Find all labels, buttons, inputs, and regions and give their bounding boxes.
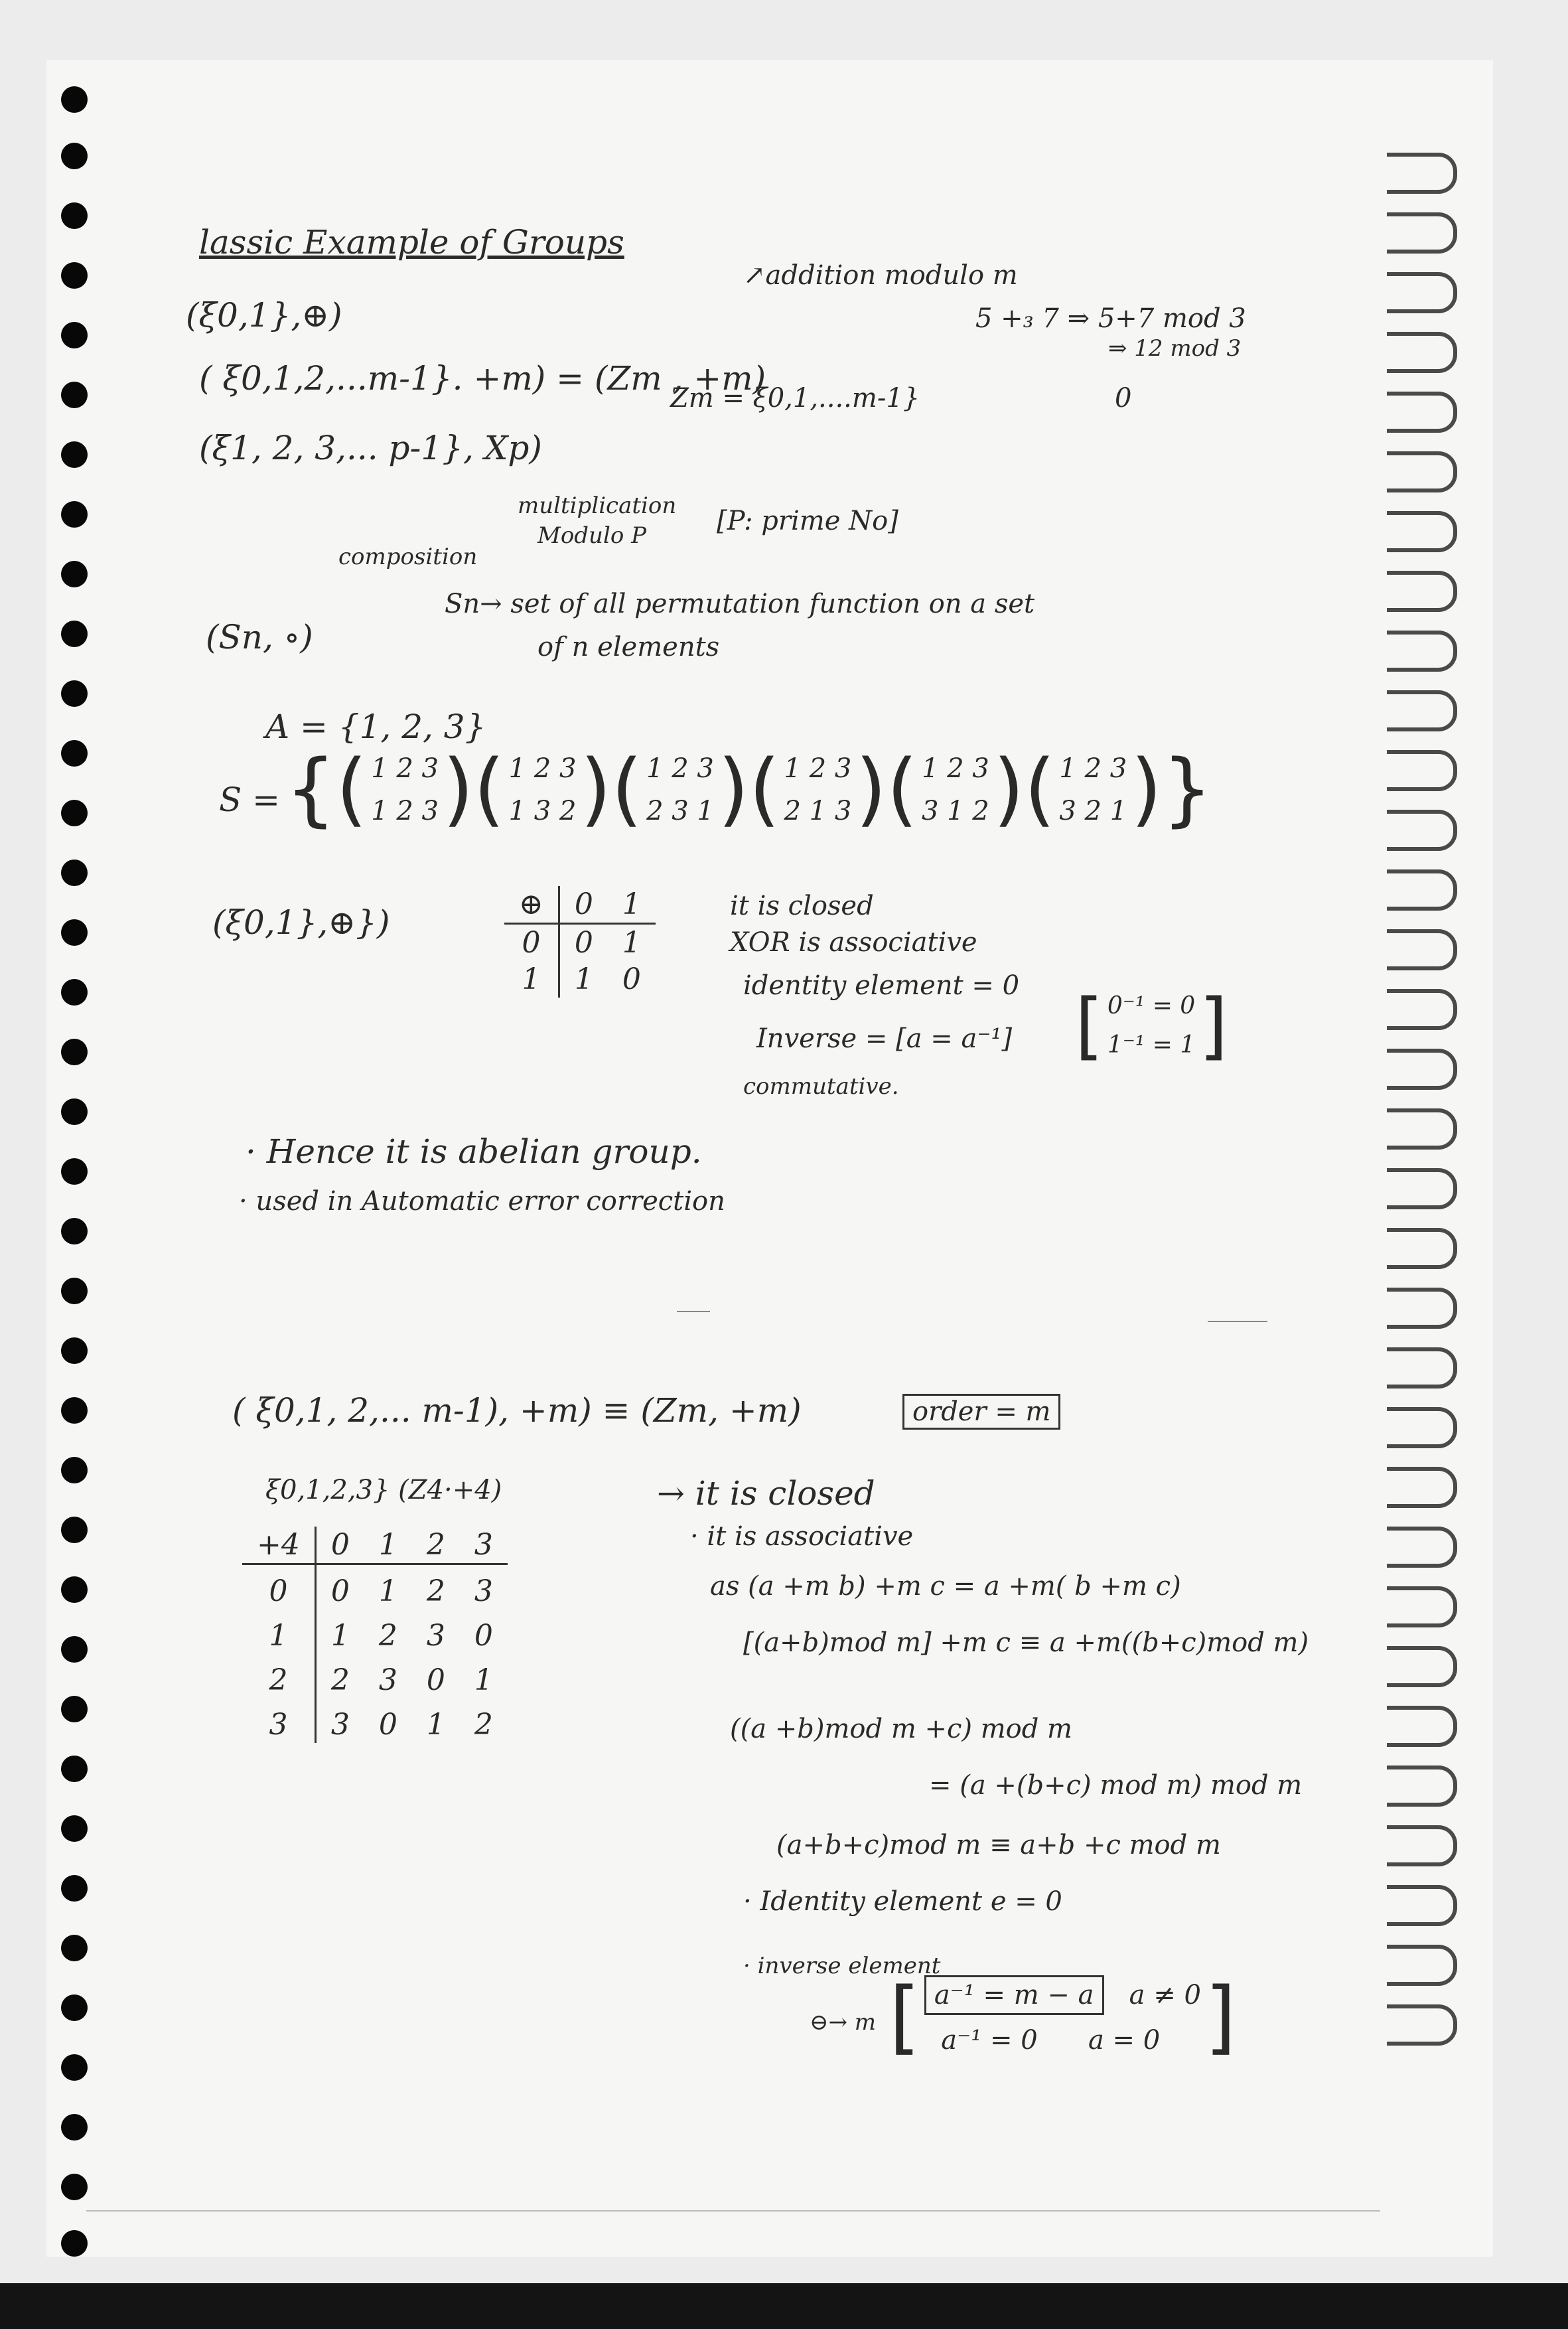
side-calc-1: 5 +₃ 7 ⇒ 5+7 mod 3 xyxy=(975,303,1246,334)
xor-inverse-matrix: [ 0⁻¹ = 0 1⁻¹ = 1 ] xyxy=(1075,983,1228,1068)
order-box: order = m xyxy=(902,1394,1060,1430)
z4-prop-associative: · it is associative xyxy=(690,1521,914,1552)
permutation-2: 1 2 3 1 3 2 xyxy=(508,753,577,826)
xor-prop-closed: it is closed xyxy=(730,891,874,921)
z4-cayley-table: +4 0 1 2 3 0 0 1 2 3 1 1 2 3 0 2 2 3 0 1 3 3 0 1 2 xyxy=(242,1527,508,1743)
conclusion-error-correction: · used in Automatic error correction xyxy=(239,1186,725,1217)
xor-prop-commutative: commutative. xyxy=(743,1073,899,1100)
set-a: A = {1, 2, 3} xyxy=(265,708,486,746)
z4-assoc-line-4: = (a +(b+c) mod m) mod m xyxy=(929,1770,1303,1801)
z4-prop-identity: · Identity element e = 0 xyxy=(743,1886,1062,1917)
inverse-cases: [ a⁻¹ = m − a a ≠ 0 a⁻¹ = 0 a = 0 ] xyxy=(889,1971,1236,2064)
zm-equivalence: ( ξ0,1, 2,... m-1), +m) ≡ (Zm, +m) xyxy=(232,1391,802,1430)
z4-label: ξ0,1,2,3} (Z4·+4) xyxy=(265,1475,502,1505)
example-zm: ( ξ0,1,2,...m-1}. +m) = (Zm , +m) xyxy=(199,359,766,398)
permutation-3: 1 2 3 2 3 1 xyxy=(646,753,714,826)
side-calc-3: 0 xyxy=(1115,383,1132,413)
sn-definition: Sn→ set of all permutation function on a set xyxy=(445,589,1035,619)
z4-assoc-line-3: ((a +b)mod m +c) mod m xyxy=(730,1714,1072,1744)
conclusion-abelian: · Hence it is abelian group. xyxy=(246,1132,702,1171)
inverse-arrow: ⊖→ m xyxy=(810,2009,877,2036)
xor-prop-associative: XOR is associative xyxy=(730,927,977,958)
side-calc-2: ⇒ 12 mod 3 xyxy=(1108,335,1242,362)
permutation-set: { ( 1 2 3 1 2 3 ) ( 1 2 3 1 3 2 ) ( 1 2 3 2 3 1 ) ( 1 2 3 2 1 3 ) ( 1 2 3 3 1 2 ) ( 1 2 3 3 2 1 ) } xyxy=(285,743,1213,836)
z4-assoc-line-5: (a+b+c)mod m ≡ a+b +c mod m xyxy=(776,1830,1221,1860)
composition-label: composition xyxy=(338,544,478,570)
permutation-1: 1 2 3 1 2 3 xyxy=(371,753,439,826)
prime-note: [P: prime No] xyxy=(717,506,898,536)
zm-definition: Zm = ξ0,1,....m-1} xyxy=(670,383,920,413)
xor-cayley-table: ⊕ 0 1 0 0 1 1 1 0 xyxy=(504,886,656,998)
sn-definition-2: of n elements xyxy=(537,632,720,662)
multiplication-label: multiplication xyxy=(518,492,677,519)
set-s-label: S = xyxy=(219,781,281,819)
z4-prop-inverse: · inverse element xyxy=(743,1953,941,1979)
addition-label: ↗addition modulo m xyxy=(743,260,1018,291)
xor-prop-inverse: Inverse = [a = a⁻¹] xyxy=(756,1023,1013,1054)
permutation-5: 1 2 3 3 1 2 xyxy=(921,753,989,826)
page-heading: lassic Example of Groups xyxy=(199,223,624,262)
example-multiplicative: (ξ1, 2, 3,... p-1}, Xp) xyxy=(199,429,542,467)
z4-assoc-line-2: [(a+b)mod m] +m c ≡ a +m((b+c)mod m) xyxy=(743,1627,1309,1658)
xor-group-label: (ξ0,1},⊕}) xyxy=(212,903,390,942)
permutation-6: 1 2 3 3 2 1 xyxy=(1059,753,1127,826)
modulo-p-label: Modulo P xyxy=(537,522,646,549)
example-symmetric: (Sn, ∘) xyxy=(206,618,313,656)
z4-assoc-line-1: as (a +m b) +m c = a +m( b +m c) xyxy=(710,1571,1181,1602)
permutation-4: 1 2 3 2 1 3 xyxy=(784,753,852,826)
xor-prop-identity: identity element = 0 xyxy=(743,970,1020,1001)
z4-prop-closed: → it is closed xyxy=(657,1474,875,1513)
example-xor-group: (ξ0,1},⊕) xyxy=(186,296,342,335)
bottom-edge xyxy=(0,2283,1568,2329)
